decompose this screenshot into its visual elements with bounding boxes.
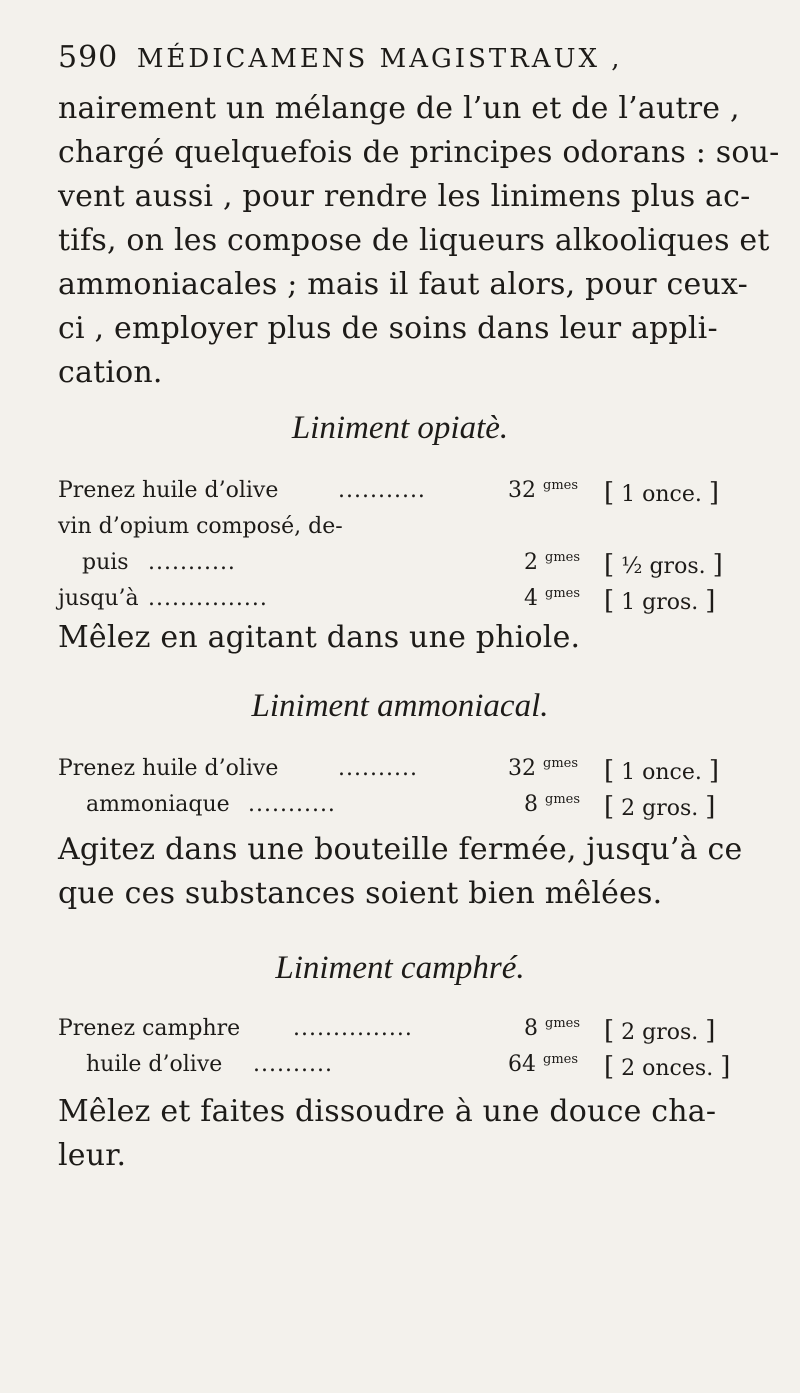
running-title: MÉDICAMENS MAGISTRAUX , [136,44,623,74]
paragraph-line: ammoniacales ; mais il faut alors, pour ceux- [58,267,748,302]
ingredient-name: vin d’opium composé, de- [58,514,343,539]
ingredient-equivalent: [ 1 once. ] [604,756,720,786]
ingredient-amount: 32 $^{gmes}$ [508,478,579,503]
paragraph-line: ci , employer plus de soins dans leur appli- [58,311,718,346]
page-number: 590 [58,40,119,75]
ingredient-name: puis [82,550,129,575]
running-header [58,40,623,75]
leader-dots: ........... [148,550,236,575]
paragraph-line: nairement un mélange de l’un et de l’autre , [58,91,740,126]
ingredient-equivalent: [ 2 onces. ] [604,1052,731,1082]
ingredient-row [58,756,770,792]
ingredient-amount: 2 $^{gmes}$ [524,550,581,575]
paragraph-line: vent aussi , pour rendre les linimens plus ac- [58,179,751,214]
ingredient-equivalent: [ 2 gros. ] [604,1016,716,1046]
ingredient-row [58,792,770,828]
ingredient-equivalent: [ 2 gros. ] [604,792,716,822]
leader-dots: ............... [148,586,268,611]
ingredient-name: ammoniaque [86,792,230,817]
ingredient-amount: 8 $^{gmes}$ [524,792,581,817]
recipe-title: Liniment opiatè. [291,410,509,446]
leader-dots: .......... [253,1052,333,1077]
recipe-title: Liniment ammoniacal. [251,688,549,724]
leader-dots: ........... [338,478,426,503]
leader-dots: ............... [293,1016,413,1041]
instruction-line: Agitez dans une bouteille fermée, jusqu’à ce [58,832,743,867]
ingredient-name: Prenez huile d’olive [58,478,279,503]
ingredient-row [58,550,770,586]
ingredient-amount: 8 $^{gmes}$ [524,1016,581,1041]
paragraph-line: tifs, on les compose de liqueurs alkooliques et [58,223,770,258]
ingredient-name: jusqu’à [58,586,139,611]
leader-dots: ........... [248,792,336,817]
paragraph-line: cation. [58,355,163,390]
ingredient-amount: 64 $^{gmes}$ [508,1052,579,1077]
ingredient-name: Prenez camphre [58,1016,241,1041]
instruction-line: que ces substances soient bien mêlées. [58,876,663,911]
ingredient-equivalent: [ 1 gros. ] [604,586,716,616]
paragraph-line: chargé quelquefois de principes odorans : sou- [58,135,780,170]
ingredient-row [58,514,770,550]
ingredient-amount: 32 $^{gmes}$ [508,756,579,781]
instruction-line: leur. [58,1138,127,1173]
ingredient-equivalent: [ 1 once. ] [604,478,720,508]
ingredient-amount: 4 $^{gmes}$ [524,586,581,611]
ingredient-equivalent: [ ½ gros. ] [604,550,723,580]
ingredient-row [58,478,770,514]
recipe-title: Liniment camphré. [275,950,525,986]
instruction-line: Mêlez et faites dissoudre à une douce cha- [58,1094,717,1129]
ingredient-row [58,1052,770,1088]
instruction-line: Mêlez en agitant dans une phiole. [58,620,581,655]
ingredient-name: huile d’olive [86,1052,223,1077]
ingredient-row [58,586,770,622]
leader-dots: .......... [338,756,418,781]
ingredient-name: Prenez huile d’olive [58,756,279,781]
ingredient-row [58,1016,770,1052]
